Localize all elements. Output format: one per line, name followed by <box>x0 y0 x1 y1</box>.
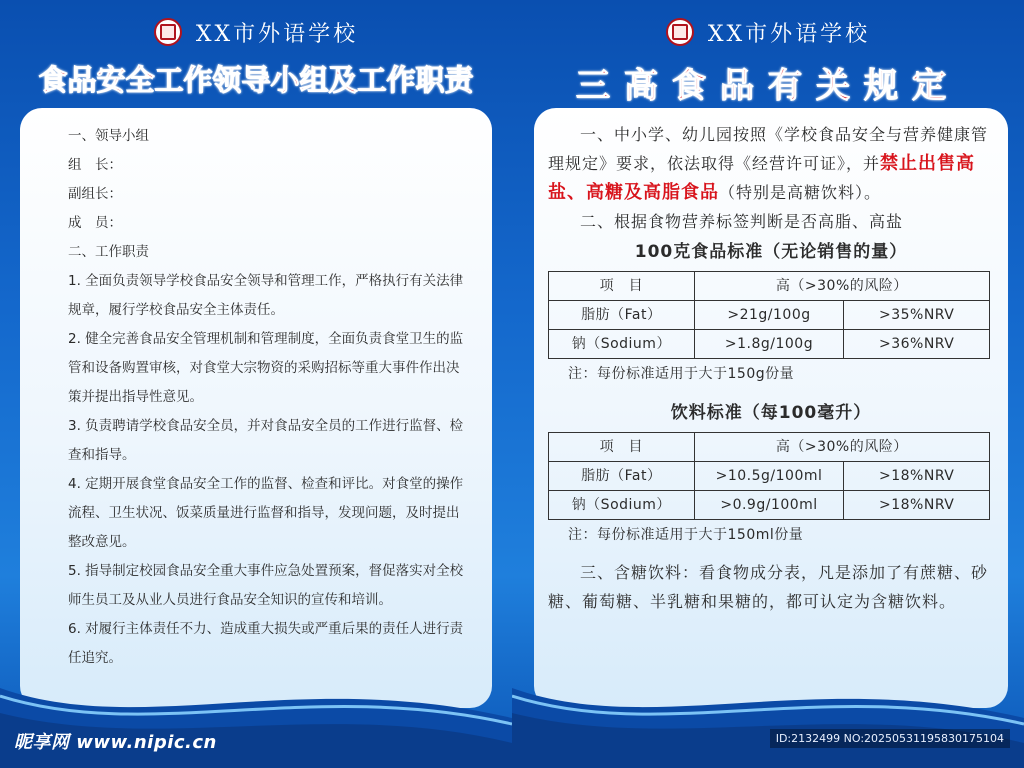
food-standard-table <box>548 271 990 359</box>
table-cell: >0.9g/100ml <box>694 491 844 520</box>
table-cell: >36%NRV <box>844 330 990 359</box>
table-cell: 脂肪（Fat） <box>549 301 695 330</box>
table-row <box>549 462 990 491</box>
right-title: 三高食品有关规定 <box>576 66 960 106</box>
table-cell: >10.5g/100ml <box>694 462 844 491</box>
section-heading-leadership: 一、领导小组 <box>68 128 149 144</box>
table-header-cell: 项 目 <box>549 272 695 301</box>
watermark-id: ID:2132499 NO:20250531195830175104 <box>770 729 1010 748</box>
duty-item: 4. 定期开展食堂食品安全工作的监督、检查和评比。对食堂的操作流程、卫生状况、饭菜质量进行监督和指导，发现问题，及时提出整改意见。 <box>68 476 464 550</box>
table-row <box>549 330 990 359</box>
beverage-standard-table <box>548 432 990 520</box>
deputy-leader-field: 副组长： <box>68 186 122 202</box>
table-cell: 钠（Sodium） <box>549 330 695 359</box>
left-school-header <box>0 12 512 52</box>
table-cell: >21g/100g <box>694 301 844 330</box>
school-emblem-icon <box>666 18 694 46</box>
beverage-standard-title: 饮料标准（每100毫升） <box>670 403 872 423</box>
table-cell: 脂肪（Fat） <box>549 462 695 491</box>
duty-item: 1. 全面负责领导学校食品安全领导和管理工作，严格执行有关法律规章，履行学校食品安全主体责任。 <box>68 273 464 318</box>
table-header-row <box>549 272 990 301</box>
right-poster-panel <box>512 0 1024 768</box>
school-emblem-icon <box>154 18 182 46</box>
table-header-cell: 高（>30%的风险） <box>694 272 989 301</box>
right-content <box>548 120 994 616</box>
prohibition-highlight: 禁止出售高盐、高糖及高脂食品 <box>548 153 976 203</box>
left-title: 食品安全工作领导小组及工作职责 <box>38 63 474 97</box>
regulation-paragraph-2: 二、根据食物营养标签判断是否高脂、高盐 <box>580 212 904 231</box>
right-school-header <box>512 12 1024 52</box>
left-content-card <box>20 108 492 708</box>
table-row <box>549 491 990 520</box>
table-cell: >18%NRV <box>844 491 990 520</box>
section-heading-duties: 二、工作职责 <box>68 244 149 260</box>
table-cell: >35%NRV <box>844 301 990 330</box>
school-name: XX市外语学校 <box>195 21 359 47</box>
right-content-card <box>534 108 1008 708</box>
table-header-cell: 项 目 <box>549 433 695 462</box>
school-name: XX市外语学校 <box>707 21 871 47</box>
table-header-row <box>549 433 990 462</box>
duty-item: 5. 指导制定校园食品安全重大事件应急处置预案，督促落实对全校师生员工及从业人员进行食品安全知识的宣传和培训。 <box>68 563 464 608</box>
leader-field: 组 长： <box>68 157 122 173</box>
table-cell: 钠（Sodium） <box>549 491 695 520</box>
duty-item: 6. 对履行主体责任不力、造成重大损失或严重后果的责任人进行责任追究。 <box>68 621 464 666</box>
regulation-text: （特别是高糖饮料）。 <box>719 183 882 202</box>
table-row <box>549 301 990 330</box>
beverage-standard-note: 注：每份标准适用于大于150ml份量 <box>568 527 804 543</box>
right-wave-decoration <box>512 658 1024 768</box>
duty-item: 2. 健全完善食品安全管理机制和管理制度，全面负责食堂卫生的监管和设备购置审核，对食堂大宗物资的采购招标等重大事件作出决策并提出指导性意见。 <box>68 331 464 405</box>
duty-item: 3. 负责聘请学校食品安全员，并对食品安全员的工作进行监督、检查和指导。 <box>68 418 464 463</box>
food-standard-title: 100克食品标准（无论销售的量） <box>634 242 908 262</box>
members-field: 成 员： <box>68 215 122 231</box>
food-standard-note: 注：每份标准适用于大于150g份量 <box>568 366 795 382</box>
regulation-text: 一、中小学、幼儿园按照《学校食品安全与营养健康管理规定》要求，依法取得《经营许可证》，并 <box>548 125 989 173</box>
regulation-paragraph-1 <box>548 120 994 207</box>
table-header-cell: 高（>30%的风险） <box>694 433 989 462</box>
regulation-paragraph-3: 三、含糖饮料：看食物成分表，凡是添加了有蔗糖、砂糖、葡萄糖、半乳糖和果糖的，都可认定为含糖饮料。 <box>548 563 989 611</box>
left-content <box>68 122 470 673</box>
table-cell: >18%NRV <box>844 462 990 491</box>
table-cell: >1.8g/100g <box>694 330 844 359</box>
watermark-logo: 昵享网 www.nipic.cn <box>14 732 217 753</box>
